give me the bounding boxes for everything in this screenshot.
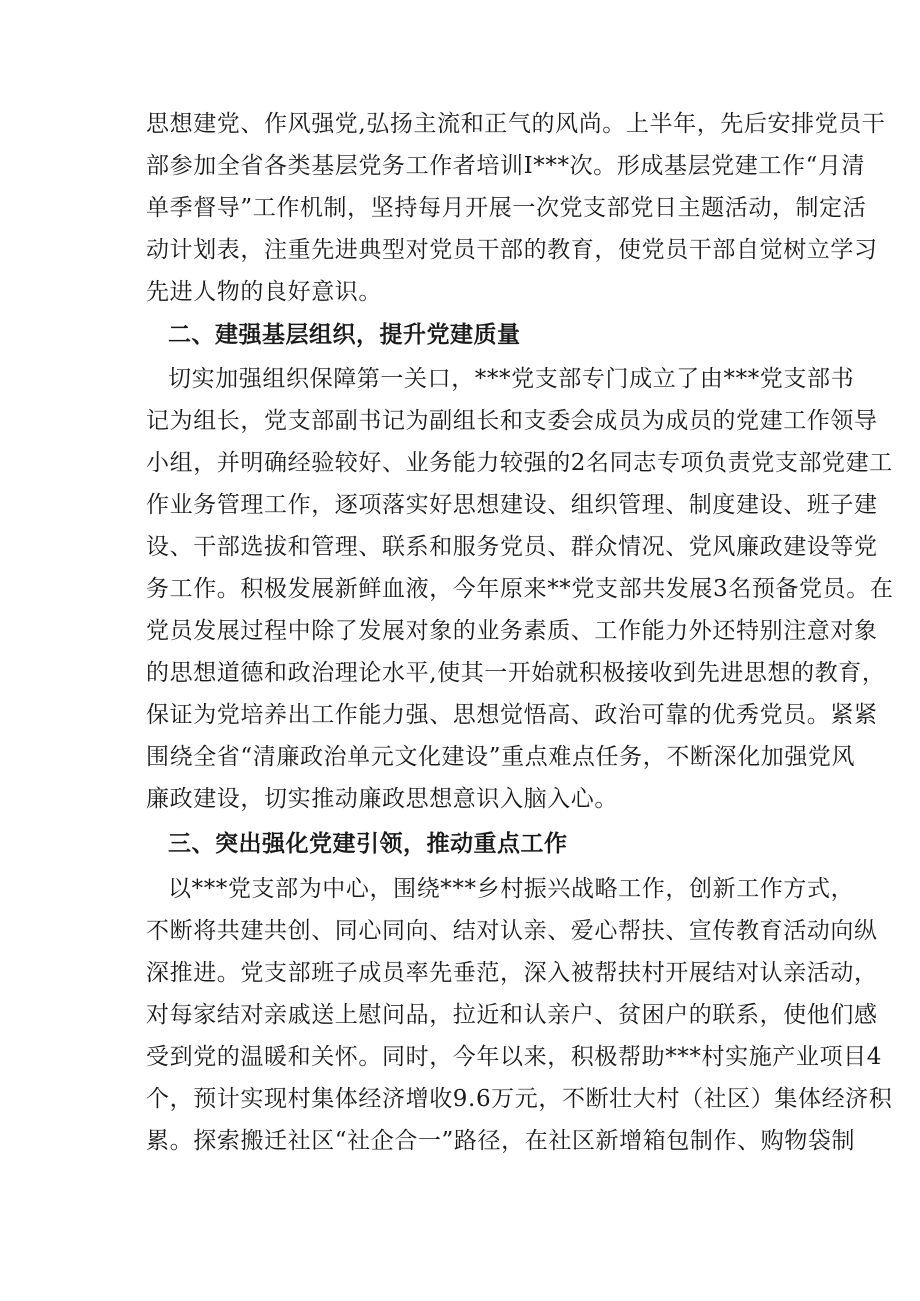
paragraph-line: 围绕全省“清廉政治单元文化建设”重点难点任务，不断深化加强党风 xyxy=(146,744,856,770)
paragraph-line: 务工作。积极发展新鲜血液，今年原来**党支部共发展3名预备党员。在 xyxy=(146,576,894,602)
paragraph-line: 设、干部选拔和管理、联系和服务党员、群众情况、党风廉政建设等党 xyxy=(146,534,878,560)
paragraph-line: 受到党的温暖和关怀。同时，今年以来，积极帮助***村实施产业项目4 xyxy=(146,1044,882,1070)
paragraph-line: 党员发展过程中除了发展对象的业务素质、工作能力外还特别注意对象 xyxy=(146,618,878,644)
paragraph-line: 的思想道德和政治理论水平,使其一开始就积极接收到先进思想的教育， xyxy=(146,660,886,686)
paragraph-line: 小组，并明确经验较好、业务能力较强的2名同志专项负责党支部党建工 xyxy=(146,450,893,476)
paragraph-line: 作业务管理工作，逐项落实好思想建设、组织管理、制度建设、班子建 xyxy=(146,492,878,518)
paragraph-line: 廉政建设，切实推动廉政思想意识入脑入心。 xyxy=(146,786,618,812)
paragraph-line: 记为组长，党支部副书记为副组长和支委会成员为成员的党建工作领导 xyxy=(146,408,878,434)
paragraph-line: 累。探索搬迁社区“社企合一”路径，在社区新增箱包制作、购物袋制 xyxy=(146,1128,856,1154)
section-heading-3: 三、突出强化党建引领，推动重点工作 xyxy=(168,831,568,857)
paragraph-line: 动计划表，注重先进典型对党员干部的教育，使党员干部自觉树立学习 xyxy=(146,237,878,263)
paragraph-line: 对每家结对亲戚送上慰问品，拉近和认亲户、贫困户的联系，使他们感 xyxy=(146,1002,878,1028)
paragraph-line: 单季督导”工作机制，坚持每月开展一次党支部党日主题活动，制定活 xyxy=(146,195,867,221)
paragraph-line: 保证为党培养出工作能力强、思想觉悟高、政治可靠的优秀党员。紧紧 xyxy=(146,702,878,728)
paragraph-line: 不断将共建共创、同心同向、结对认亲、爱心帮扶、宣传教育活动向纵 xyxy=(146,918,878,944)
paragraph-line: 切实加强组织保障第一关口，***党支部专门成立了由***党支部书 xyxy=(168,366,855,392)
section-heading-2: 二、建强基层组织，提升党建质量 xyxy=(168,322,521,348)
paragraph-line: 深推进。党支部班子成员率先垂范，深入被帮扶村开展结对认亲活动， xyxy=(146,960,878,986)
paragraph-line: 思想建党、作风强党,弘扬主流和正气的风尚。上半年，先后安排党员干 xyxy=(146,111,886,137)
paragraph-line: 先进人物的良好意识。 xyxy=(146,279,382,305)
paragraph-line: 部参加全省各类基层党务工作者培训I***次。形成基层党建工作“月清 xyxy=(146,153,866,179)
paragraph-line: 个，预计实现村集体经济增收9.6万元，不断壮大村（社区）集体经济积 xyxy=(146,1086,893,1112)
paragraph-line: 以***党支部为中心，围绕***乡村振兴战略工作，创新工作方式， xyxy=(168,876,855,902)
